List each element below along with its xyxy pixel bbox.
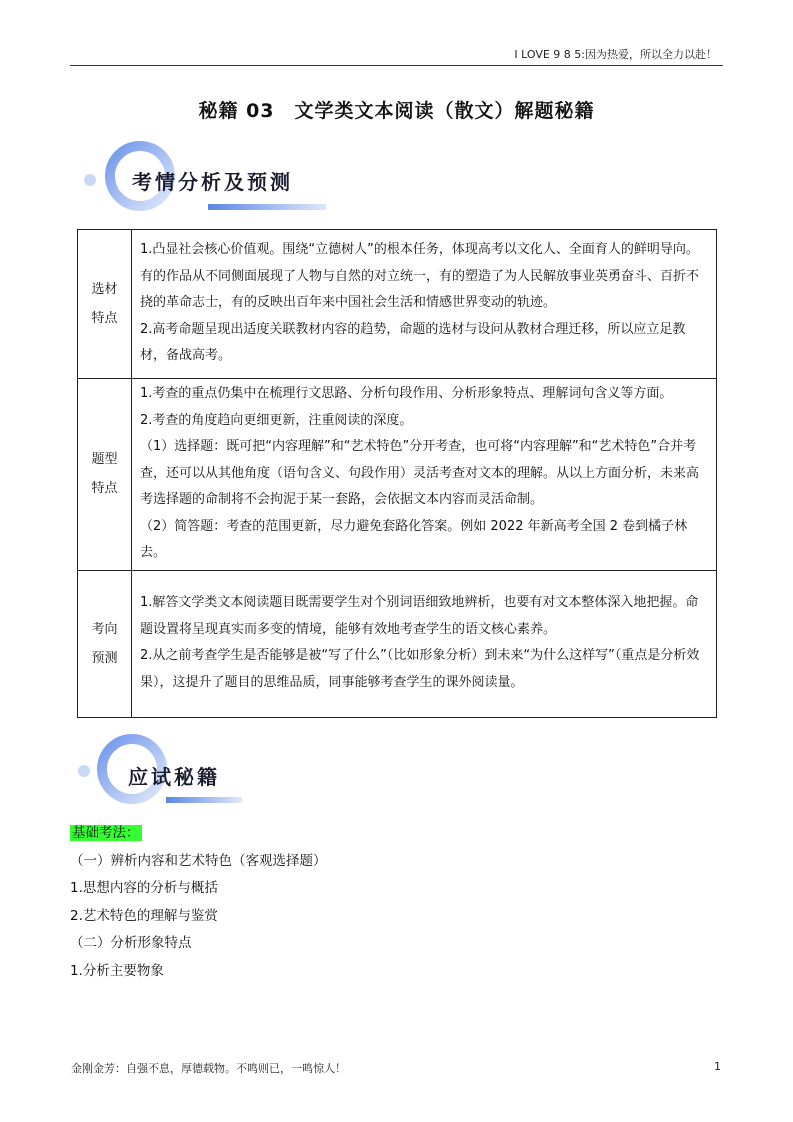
header-divider [70,65,723,66]
row-label: 题型 特点 [78,379,132,571]
table-row [78,570,717,717]
highlighted-heading: 基础考法： [72,825,140,841]
row-content: 1.解答文学类文本阅读题目既需要学生对个别词语细致地辨析，也要有对文本整体深入地把握。命题设置将呈现真实而多变的情境，能够有效地考查学生的语文核心素养。 2.从之前考查学生是否能够是被“写了什么”（比如形象分析）到未来“为什么这样写”（重点是分析效果），这提升了题目的思维品质，同事能够考查学生的课外阅读量。 [132,570,717,717]
section-banner-analysis [80,140,330,220]
section-title-tips: 应试秘籍 [128,765,220,789]
list-item: （二）分析形象特点 [70,935,192,951]
section-title-analysis: 考情分析及预测 [132,170,293,194]
document-title: 秘籍 03 文学类文本阅读（散文）解题秘籍 [198,100,595,122]
list-item [70,823,327,851]
list-item: 2.艺术特色的理解与鉴赏 [70,907,218,924]
row-label: 选材 特点 [78,230,132,379]
table-row [78,230,717,379]
row-content: 1.考查的重点仍集中在梳理行文思路、分析句段作用、分析形象特点、理解词句含义等方面。 2.考查的角度趋向更细更新，注重阅读的深度。 （1）选择题：既可把“内容理解”和“艺术特色”分开考查，也可将“内容理解”和“艺术特色”合并考查，还可以从其他角度（语句含义、句段作用）灵活考查对文本的理解。从以上方面分析，未来高考选择题的命制将不会拘泥于某一套路，会依据文本内容而灵活命制。 （2）简答题：考查的范围更新，尽力避免套路化答案。例如 2022 年新高考全国 2 卷到橘子林去。 [132,379,717,571]
analysis-table [77,229,717,718]
row-content: 1.凸显社会核心价值观。围绕“立德树人”的根本任务，体现高考以文化人、全面育人的鲜明导向。有的作品从不同侧面展现了人物与自然的对立统一，有的塑造了为人民解放事业英勇奋斗、百折不挠的革命志士，有的反映出百年来中国社会生活和情感世界变动的轨迹。 2.高考命题呈现出适度关联教材内容的趋势，命题的选材与设问从教材合理迁移，所以应立足教材，备战高考。 [132,230,717,379]
list-item: （一）辨析内容和艺术特色（客观选择题） [70,852,327,869]
list-item: 1.思想内容的分析与概括 [70,880,218,896]
table-row [78,379,717,571]
header-slogan: I LOVE 9 8 5:因为热爱，所以全力以赴！ [514,48,717,61]
page-number: 1 [714,1060,721,1073]
row-label: 考向 预测 [78,570,132,717]
footer-motto: 金刚金芳：自强不息，厚德载物。不鸣则已，一鸣惊人！ [71,1062,346,1075]
list-item: 1.分析主要物象 [70,962,164,979]
section-banner-tips [70,733,250,813]
tips-list [70,823,327,988]
